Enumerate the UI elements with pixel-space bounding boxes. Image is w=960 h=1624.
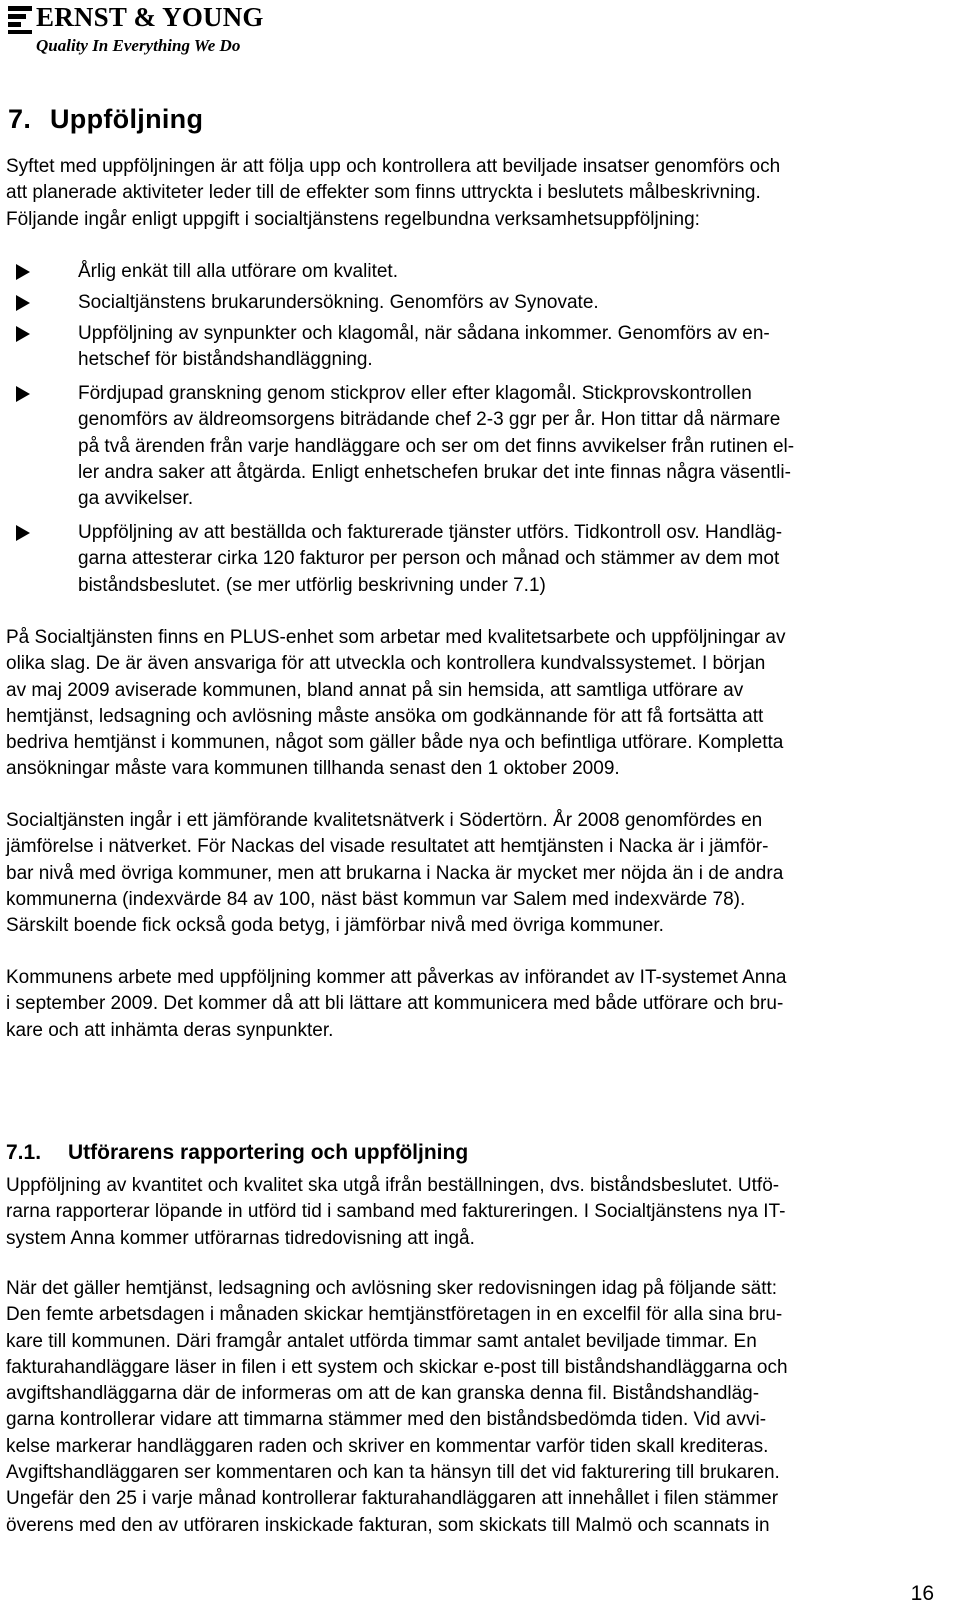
text-line: av maj 2009 aviserade kommunen, bland annat på sin hemsida, att samtliga utförare av [6, 679, 744, 701]
text-line: bar nivå med övriga kommuner, men att brukarna i Nacka är mycket mer nöjda än i de andra [6, 862, 784, 884]
triangle-bullet-icon [16, 386, 30, 402]
text-line: kare och att inhämta deras synpunkter. [6, 1019, 334, 1041]
paragraph [6, 808, 936, 939]
subsection-title: Utförarens rapportering och uppföljning [68, 1141, 469, 1164]
text-line: kelse markerar handläggaren raden och skriver en kommentar varför tiden skall krediteras. [6, 1435, 769, 1457]
text-line: ga avvikelser. [78, 488, 194, 510]
ernst-young-logo [8, 4, 278, 54]
text-line: hetschef för biståndshandläggning. [78, 349, 373, 371]
text-line: Socialtjänsten ingår i ett jämförande kvalitetsnätverk i Södertörn. År 2008 genomfördes en [6, 810, 763, 831]
company-name: ERNST & YOUNG [36, 2, 264, 32]
triangle-bullet-icon [16, 295, 30, 311]
paragraph [6, 1173, 936, 1252]
text-line: Den femte arbetsdagen i månaden skickar hemtjänstföretagen in en excelfil för alla sina bru- [6, 1304, 783, 1326]
text-line: Ungefär den 25 i varje månad kontrollerar fakturahandläggaren att innehållet i filen stämmer [6, 1488, 779, 1510]
text-line: garna kontrollerar vidare att timmarna stämmer med den biståndsbedömda tiden. Vid avvi- [6, 1409, 767, 1431]
text-line: överens med den av utföraren inskickade fakturan, som skickats till Malmö och scannats in [6, 1514, 770, 1536]
text-line: garna attesterar cirka 120 fakturor per person och månad och stämmer av dem mot [78, 548, 780, 570]
text-line: Årlig enkät till alla utförare om kvalitet. [78, 261, 398, 282]
text-line: hemtjänst, ledsagning och avlösning måste ansöka om godkännande för att få fortsätta att [6, 705, 764, 727]
text-line: kare till kommunen. Däri framgår antalet utförda timmar samt antalet beviljade timmar. En [6, 1330, 757, 1352]
text-line: kommunerna (indexvärde 84 av 100, näst bäst kommun var Salem med indexvärde 78). [6, 888, 746, 910]
text-line: Uppföljning av att beställda och fakturerade tjänster utförs. Tidkontroll osv. Handläg- [78, 522, 783, 543]
text-line: genomförs av äldreomsorgens biträdande chef 2-3 ggr per år. Hon tittar då närmare [78, 409, 781, 431]
triangle-bullet-icon [16, 525, 30, 541]
text-line: Följande ingår enligt uppgift i socialtjänstens regelbundna verksamhetsuppföljning: [6, 208, 700, 230]
triangle-bullet-icon [16, 264, 30, 280]
text-line: på två ärenden från varje handläggare och ser om det finns avvikelser från rutinen el- [78, 435, 795, 457]
text-line: system Anna kommer utförarnas tidredovisning att ingå. [6, 1227, 475, 1249]
text-line: Avgiftshandläggaren ser kommentaren och kan ta hänsyn till det vid fakturering till brukaren. [6, 1462, 780, 1484]
text-line: jämförelse i nätverket. För Nackas del visade resultatet att hemtjänsten i Nacka är i jämför- [6, 836, 769, 858]
text-line: ansökningar måste vara kommunen tillhanda senast den 1 oktober 2009. [6, 758, 620, 780]
subsection-number: 7.1. [6, 1141, 42, 1164]
text-line: avgiftshandläggarna där de informeras om att de kan granska denna fil. Biståndshandläg- [6, 1383, 760, 1405]
text-line: Uppföljning av kvantitet och kvalitet ska utgå ifrån beställningen, dvs. biståndsbeslutet. Utfö- [6, 1175, 780, 1196]
text-line: Fördjupad granskning genom stickprov eller efter klagomål. Stickprovskontrollen [78, 383, 752, 404]
text-line: Uppföljning av synpunkter och klagomål, när sådana inkommer. Genomförs av en- [78, 323, 770, 344]
text-line: att planerade aktiviteter leder till de effekter som finns uttryckta i beslutets målbeskrivning. [6, 182, 761, 204]
intro-paragraph [6, 154, 936, 233]
paragraph [6, 965, 936, 1044]
page-number: 16 [910, 1582, 934, 1605]
subsection-heading [6, 1141, 468, 1165]
text-line: Kommunens arbete med uppföljning kommer att påverkas av införandet av IT-systemet Anna [6, 967, 787, 988]
text-line: rarna rapporterar löpande in utförd tid i samband med faktureringen. I Socialtjänstens nya IT- [6, 1201, 786, 1223]
text-line: i september 2009. Det kommer då att bli lättare att kommunicera med både utförare och bru- [6, 993, 784, 1015]
section-heading [8, 104, 203, 135]
paragraph [6, 625, 936, 783]
ey-logo-mark-icon [8, 6, 32, 34]
company-tagline: Quality In Everything We Do [36, 36, 241, 55]
text-line: Syftet med uppföljningen är att följa upp och kontrollera att beviljade insatser genomförs och [6, 156, 781, 177]
text-line: olika slag. De är även ansvariga för att utveckla och kontrollera kundvalssystemet. I början [6, 653, 766, 675]
text-line: fakturahandläggare läser in filen i ett system och skickar e-post till biståndshandläggarna och [6, 1356, 788, 1378]
text-line: biståndsbeslutet. (se mer utförlig beskrivning under 7.1) [78, 574, 546, 596]
text-line: bedriva hemtjänst i kommunen, något som gäller både nya och befintliga utförare. Kompletta [6, 732, 784, 754]
text-line: Socialtjänstens brukarundersökning. Genomförs av Synovate. [78, 292, 599, 313]
section-title: Uppföljning [50, 104, 204, 134]
text-line: ler andra saker att åtgärda. Enligt enhetschefen brukar det inte finnas några väsentli- [78, 461, 791, 483]
paragraph [6, 1276, 936, 1539]
text-line: Särskilt boende fick också goda betyg, i jämförbar nivå med övriga kommuner. [6, 915, 664, 937]
triangle-bullet-icon [16, 326, 30, 342]
text-line: När det gäller hemtjänst, ledsagning och avlösning sker redovisningen idag på följande sätt: [6, 1278, 778, 1299]
section-number: 7. [8, 104, 32, 134]
text-line: På Socialtjänsten finns en PLUS-enhet som arbetar med kvalitetsarbete och uppföljningar av [6, 627, 786, 648]
